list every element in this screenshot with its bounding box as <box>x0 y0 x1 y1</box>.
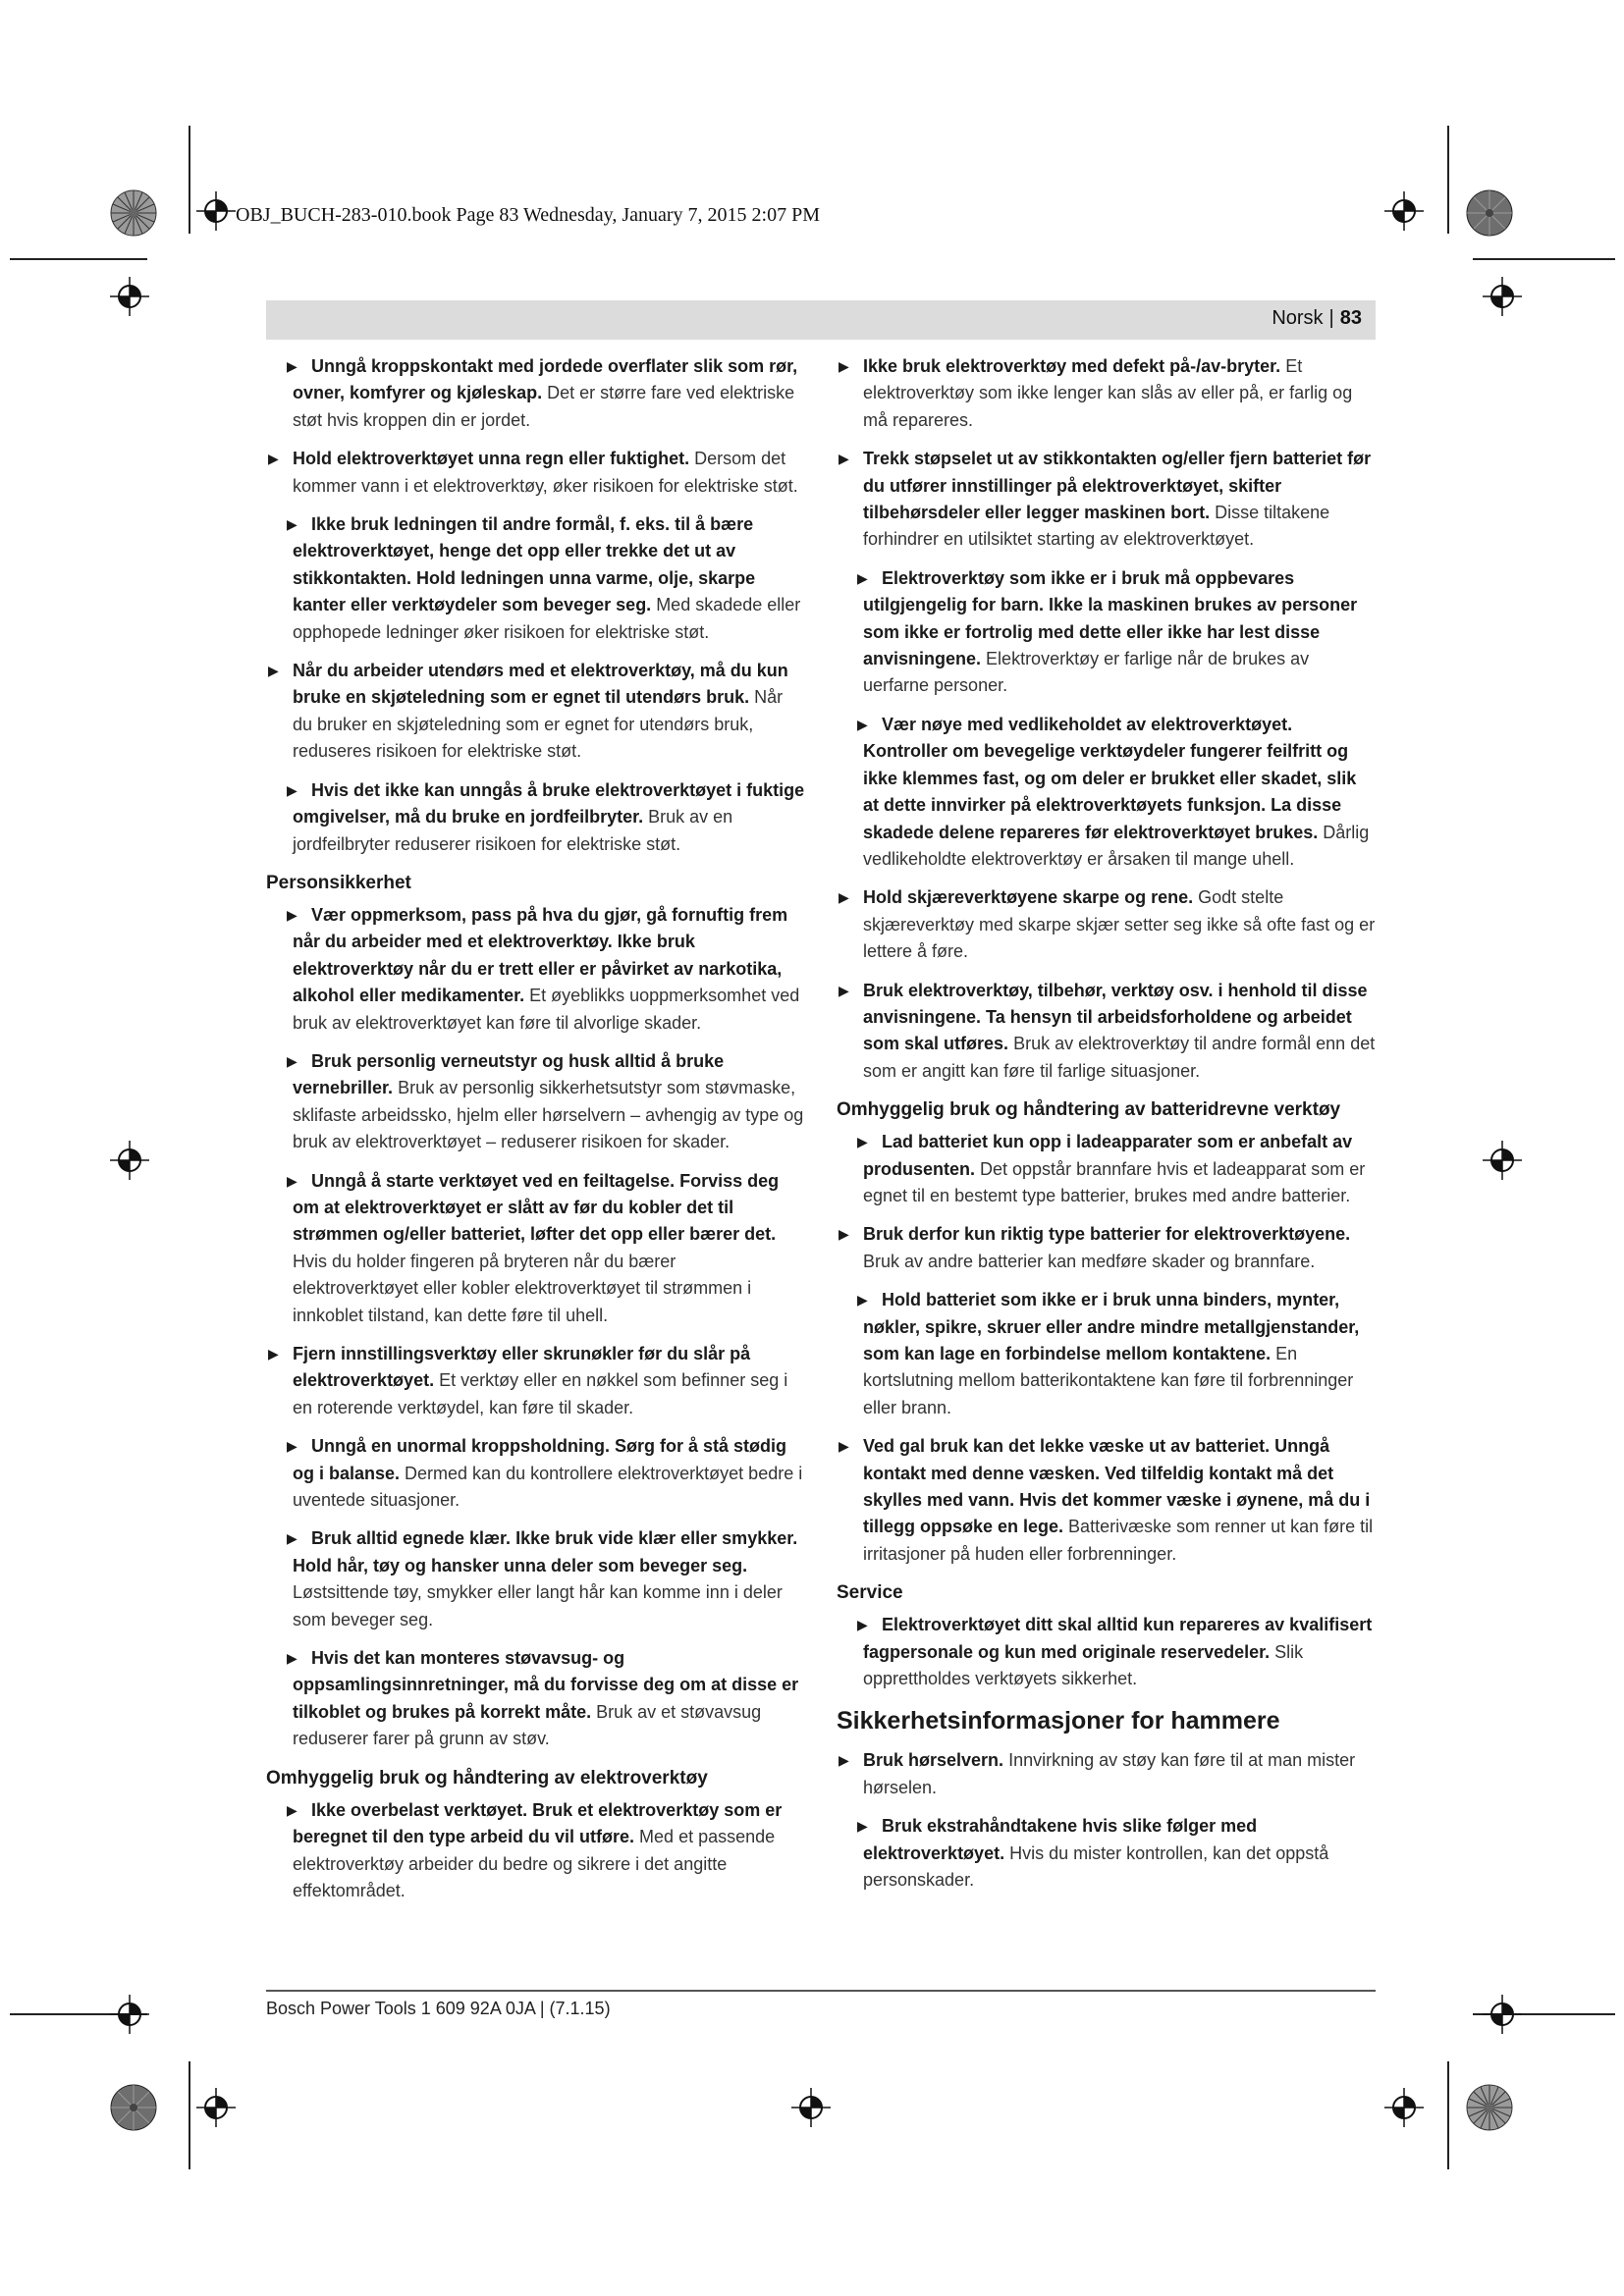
item-bold-text: Vær oppmerksom, pass på hva du gjør, gå fornuftig frem når du arbeider med et elektroverktøy. Ikke bruk elektroverktøy når du er trett eller er påvirket av narkotika, alkohol eller medikamenter. <box>293 904 788 1006</box>
section-heading-tool-use: Omhyggelig bruk og håndtering av elektroverktøy <box>266 1767 708 1789</box>
right-column <box>837 353 1377 1906</box>
registration-mark-icon <box>110 1141 149 1180</box>
bullet-icon: ▶ <box>857 569 868 586</box>
item-bold-text: Ikke bruk ledningen til andre formål, f. eks. til å bære elektroverktøyet, henge det opp eller trekke det ut av stikkontakten. Hold ledningen unna varme, olje, skarpe kanter eller verktøydeler som beveger seg. <box>293 514 756 615</box>
item-body-text: Bruk av andre batterier kan medføre skader og brannfare. <box>863 1251 1316 1271</box>
list-item <box>837 978 1377 1086</box>
registration-mark-icon <box>1483 277 1522 316</box>
registration-mark-icon <box>196 191 236 231</box>
item-bold-text: Trekk støpselet ut av stikkontakten og/eller fjern batteriet før du utfører innstillinger på elektroverktøyet, skifter tilbehørsdeler eller legger maskinen bort. <box>863 449 1372 523</box>
list-item <box>266 1797 806 1905</box>
item-body-text: En kortslutning mellom batterikontaktene kan føre til forbrenninger eller brann. <box>863 1344 1354 1417</box>
bullet-icon: ▶ <box>839 889 849 906</box>
registration-mark-icon <box>1384 2088 1424 2127</box>
item-bold-text: Ikke bruk elektroverktøy med defekt på-/av-bryter. <box>863 356 1281 376</box>
bullet-icon: ▶ <box>287 516 298 533</box>
item-body-text: Det er større fare ved elektriske støt hvis kroppen din er jordet. <box>293 383 795 430</box>
list-item <box>837 1747 1377 1801</box>
item-bold-text: Unngå en unormal kroppsholdning. Sørg for å stå stødig og i balanse. <box>293 1436 787 1483</box>
crop-line <box>10 258 147 260</box>
item-body-text: Et verktøy eller en nøkkel som befinner seg i en roterende verktøydel, kan føre til skader. <box>293 1370 788 1417</box>
bullet-icon: ▶ <box>839 1752 849 1769</box>
bullet-icon: ▶ <box>857 1292 868 1308</box>
list-item <box>266 777 806 858</box>
bullet-icon: ▶ <box>839 982 849 998</box>
footer-divider <box>266 1990 1376 1992</box>
item-bold-text: Ved gal bruk kan det lekke væske ut av batteriet. Unngå kontakt med denne væsken. Ved tilfeldig kontakt må det skylles med vann. Hvis det kommer væske i øynene, må du i tillegg oppsøke en lege. <box>863 1436 1371 1537</box>
item-body-text: Dersom det kommer vann i et elektroverktøy, øker risikoen for elektriske støt. <box>293 449 798 496</box>
print-slug: OBJ_BUCH-283-010.book Page 83 Wednesday, January 7, 2015 2:07 PM <box>236 204 821 226</box>
bullet-icon: ▶ <box>268 663 279 679</box>
list-item <box>266 658 806 766</box>
list-item <box>266 902 806 1037</box>
color-rosette-icon <box>109 188 158 238</box>
bullet-icon: ▶ <box>839 451 849 467</box>
section-heading-hammer-safety: Sikkerhetsinformasjoner for hammere <box>837 1707 1280 1735</box>
item-bold-text: Ikke overbelast verktøyet. Bruk et elektroverktøy som er beregnet til den type arbeid du vil utføre. <box>293 1799 783 1847</box>
crop-line <box>1473 258 1615 260</box>
bullet-icon: ▶ <box>287 781 298 798</box>
item-bold-text: Bruk ekstrahåndtakene hvis slike følger med elektroverktøyet. <box>863 1816 1258 1863</box>
item-bold-text: Unngå å starte verktøyet ved en feiltagelse. Forviss deg om at elektroverktøyet er slått av før du kobler det til strømmen og/eller batteriet, løfter det opp eller bærer det. <box>293 1170 780 1245</box>
item-bold-text: Hold batteriet som ikke er i bruk unna binders, mynter, nøkler, spikre, skruer eller andre mindre metallgjenstander, som kan lage en forbindelse mellom kontaktene. <box>863 1290 1360 1363</box>
item-bold-text: Hold elektroverktøyet unna regn eller fuktighet. <box>293 449 690 469</box>
item-body-text: Godt stelte skjæreverktøy med skarpe skjær setter seg ikke så ofte fast og er lettere å føre. <box>863 887 1376 962</box>
page-header <box>266 300 1376 340</box>
registration-mark-icon <box>1384 191 1424 231</box>
item-body-text: Et øyeblikks uoppmerksomhet ved bruk av elektroverktøyet kan føre til alvorlige skader. <box>293 986 800 1033</box>
bullet-icon: ▶ <box>268 1346 279 1362</box>
page-footer: Bosch Power Tools 1 609 92A 0JA | (7.1.15) <box>266 1999 611 2018</box>
item-body-text: Disse tiltakene forhindrer en utilsiktet starting av elektroverktøyet. <box>863 503 1330 550</box>
item-body-text: Bruk av et støvavsug reduserer farer på grunn av støv. <box>293 1701 762 1749</box>
list-item <box>837 1813 1377 1894</box>
item-bold-text: Bruk derfor kun riktig type batterier for elektroverktøyene. <box>863 1224 1351 1245</box>
list-item <box>837 353 1377 434</box>
bullet-icon: ▶ <box>287 1052 298 1069</box>
list-item <box>837 712 1377 873</box>
item-body-text: Det oppstår brannfare hvis et ladeapparat som er egnet til en bestemt type batterier, brukes med andre batterier. <box>863 1158 1366 1205</box>
header-separator: | <box>1328 307 1334 329</box>
item-body-text: Dårlig vedlikeholdte elektroverktøy er årsaken til mange uhell. <box>863 822 1370 869</box>
list-item <box>837 1221 1377 1275</box>
item-bold-text: Hvis det kan monteres støvavsug- og oppsamlingsinnretninger, må du forvisse deg om at disse er tilkoblet og brukes på korrekt måte. <box>293 1648 799 1722</box>
item-body-text: Innvirkning av støy kan føre til at man mister hørselen. <box>863 1750 1356 1797</box>
registration-mark-icon <box>1483 1995 1522 2034</box>
bullet-icon: ▶ <box>287 1801 298 1818</box>
list-item <box>266 1048 806 1156</box>
list-item <box>837 446 1377 554</box>
item-bold-text: Hvis det ikke kan unngås å bruke elektroverktøyet i fuktige omgivelser, må du bruke en jordfeilbryter. <box>293 779 805 828</box>
item-bold-text: Vær nøye med vedlikeholdet av elektroverktøyet. Kontroller om bevegelige verktøydeler fungerer feilfritt og ikke klemmes fast, og om deler er brukket eller skadet, slik at dette innvirker på elektroverktøyets funksjon. La disse skadede delene repareres før elektroverktøyet brukes. <box>863 714 1357 842</box>
page-number: 83 <box>1339 307 1362 329</box>
color-rosette-icon <box>1465 188 1514 238</box>
crop-line <box>1447 126 1449 234</box>
item-body-text: Hvis du holder fingeren på bryteren når du bærer elektroverktøyet eller kobler elektroverktøyet til strømmen i innkoblet tilstand, kan dette føre til uhell. <box>293 1251 752 1325</box>
list-item <box>837 884 1377 965</box>
item-bold-text: Bruk elektroverktøy, tilbehør, verktøy osv. i henhold til disse anvisningene. Ta hensyn til arbeidsforholdene og arbeidet som skal utføres. <box>863 980 1368 1054</box>
registration-mark-icon <box>196 2088 236 2127</box>
item-body-text: Med et passende elektroverktøy arbeider du bedre og sikrere i det angitte effektområdet. <box>293 1827 776 1900</box>
list-item <box>266 1168 806 1329</box>
item-body-text: Løstsittende tøy, smykker eller langt hår kan komme inn i deler som beveger seg. <box>293 1582 783 1629</box>
registration-mark-icon <box>110 1995 149 2034</box>
item-bold-text: Lad batteriet kun opp i ladeapparater som er anbefalt av produsenten. <box>863 1132 1353 1179</box>
list-item <box>266 1525 806 1633</box>
section-heading-battery-tools: Omhyggelig bruk og håndtering av batteridrevne verktøy <box>837 1099 1341 1121</box>
list-item <box>266 446 806 500</box>
registration-mark-icon <box>1483 1141 1522 1180</box>
crop-line <box>189 2061 190 2169</box>
item-bold-text: Hold skjæreverktøyene skarpe og rene. <box>863 887 1194 908</box>
bullet-icon: ▶ <box>287 1650 298 1667</box>
crop-line <box>1447 2061 1449 2169</box>
section-heading-service: Service <box>837 1582 903 1604</box>
list-item <box>266 1433 806 1514</box>
bullet-icon: ▶ <box>839 1438 849 1455</box>
item-bold-text: Når du arbeider utendørs med et elektroverktøy, må du kun bruke en skjøteledning som er egnet til utendørs bruk. <box>293 661 788 708</box>
item-bold-text: Unngå kroppskontakt med jordede overflater slik som rør, ovner, komfyrer og kjøleskap. <box>293 356 798 403</box>
item-bold-text: Bruk alltid egnede klær. Ikke bruk vide klær eller smykker. Hold hår, tøy og hansker unna deler som beveger seg. <box>293 1528 798 1575</box>
header-label <box>1272 307 1362 330</box>
list-item <box>837 1287 1377 1421</box>
item-body-text: Elektroverktøy er farlige når de brukes av uerfarne personer. <box>863 649 1310 696</box>
item-body-text: Bruk av en jordfeilbryter reduserer risikoen for elektriske støt. <box>293 807 733 854</box>
list-item <box>266 1341 806 1421</box>
bullet-icon: ▶ <box>857 1134 868 1150</box>
bullet-icon: ▶ <box>857 1818 868 1835</box>
item-body-text: Dermed kan du kontrollere elektroverktøyet bedre i uventede situasjoner. <box>293 1463 803 1511</box>
list-item <box>837 1612 1377 1692</box>
item-body-text: Slik opprettholdes verktøyets sikkerhet. <box>863 1641 1304 1689</box>
item-body-text: Hvis du mister kontrollen, kan det oppstå personskader. <box>863 1842 1329 1891</box>
item-body-text: Bruk av personlig sikkerhetsutstyr som støvmaske, sklifaste arbeidssko, hjelm eller hørselvern – avhengig av type og bruk av elektroverktøyet – reduserer risikoen for skader. <box>293 1078 804 1152</box>
bullet-icon: ▶ <box>857 1617 868 1633</box>
color-rosette-icon <box>1465 2083 1514 2132</box>
bullet-icon: ▶ <box>839 1226 849 1243</box>
item-bold-text: Fjern innstillingsverktøy eller skrunøkler før du slår på elektroverktøyet. <box>293 1344 751 1391</box>
bullet-icon: ▶ <box>287 1172 298 1189</box>
bullet-icon: ▶ <box>839 358 849 374</box>
bullet-icon: ▶ <box>287 1530 298 1547</box>
bullet-icon: ▶ <box>857 716 868 732</box>
bullet-icon: ▶ <box>287 1438 298 1455</box>
list-item <box>266 1645 806 1753</box>
item-body-text: Bruk av elektroverktøy til andre formål enn det som er angitt kan føre til farlige situasjoner. <box>863 1034 1376 1081</box>
list-item <box>266 511 806 646</box>
header-language: Norsk <box>1272 307 1324 329</box>
registration-mark-icon <box>791 2088 831 2127</box>
list-item <box>837 1433 1377 1568</box>
list-item <box>837 565 1377 700</box>
list-item <box>837 1129 1377 1209</box>
item-body-text: Batterivæske som renner ut kan føre til irritasjoner på huden eller forbrenninger. <box>863 1517 1374 1564</box>
section-heading-personal-safety: Personsikkerhet <box>266 872 411 893</box>
item-bold-text: Bruk personlig verneutstyr og husk alltid å bruke vernebriller. <box>293 1050 725 1098</box>
bullet-icon: ▶ <box>268 451 279 467</box>
item-body-text: Med skadede eller opphopede ledninger øker risikoen for elektriske støt. <box>293 595 801 642</box>
bullet-icon: ▶ <box>287 358 298 374</box>
item-bold-text: Elektroverktøyet ditt skal alltid kun repareres av kvalifisert fagpersonale og kun med originale reservedeler. <box>863 1615 1373 1662</box>
list-item <box>266 353 806 434</box>
registration-mark-icon <box>110 277 149 316</box>
item-body-text: Når du bruker en skjøteledning som er egnet for utendørs bruk, reduseres risikoen for elektriske støt. <box>293 687 784 762</box>
left-column <box>266 353 806 1916</box>
item-bold-text: Bruk hørselvern. <box>863 1750 1004 1771</box>
bullet-icon: ▶ <box>287 906 298 923</box>
color-rosette-icon <box>109 2083 158 2132</box>
item-body-text: Et elektroverktøy som ikke lenger kan slås av eller på, er farlig og må repareres. <box>863 356 1353 430</box>
item-bold-text: Elektroverktøy som ikke er i bruk må oppbevares utilgjengelig for barn. Ikke la maskinen brukes av personer som ikke er fortrolig med dette eller ikke har lest disse anvisningene. <box>863 567 1358 669</box>
crop-line <box>189 126 190 234</box>
